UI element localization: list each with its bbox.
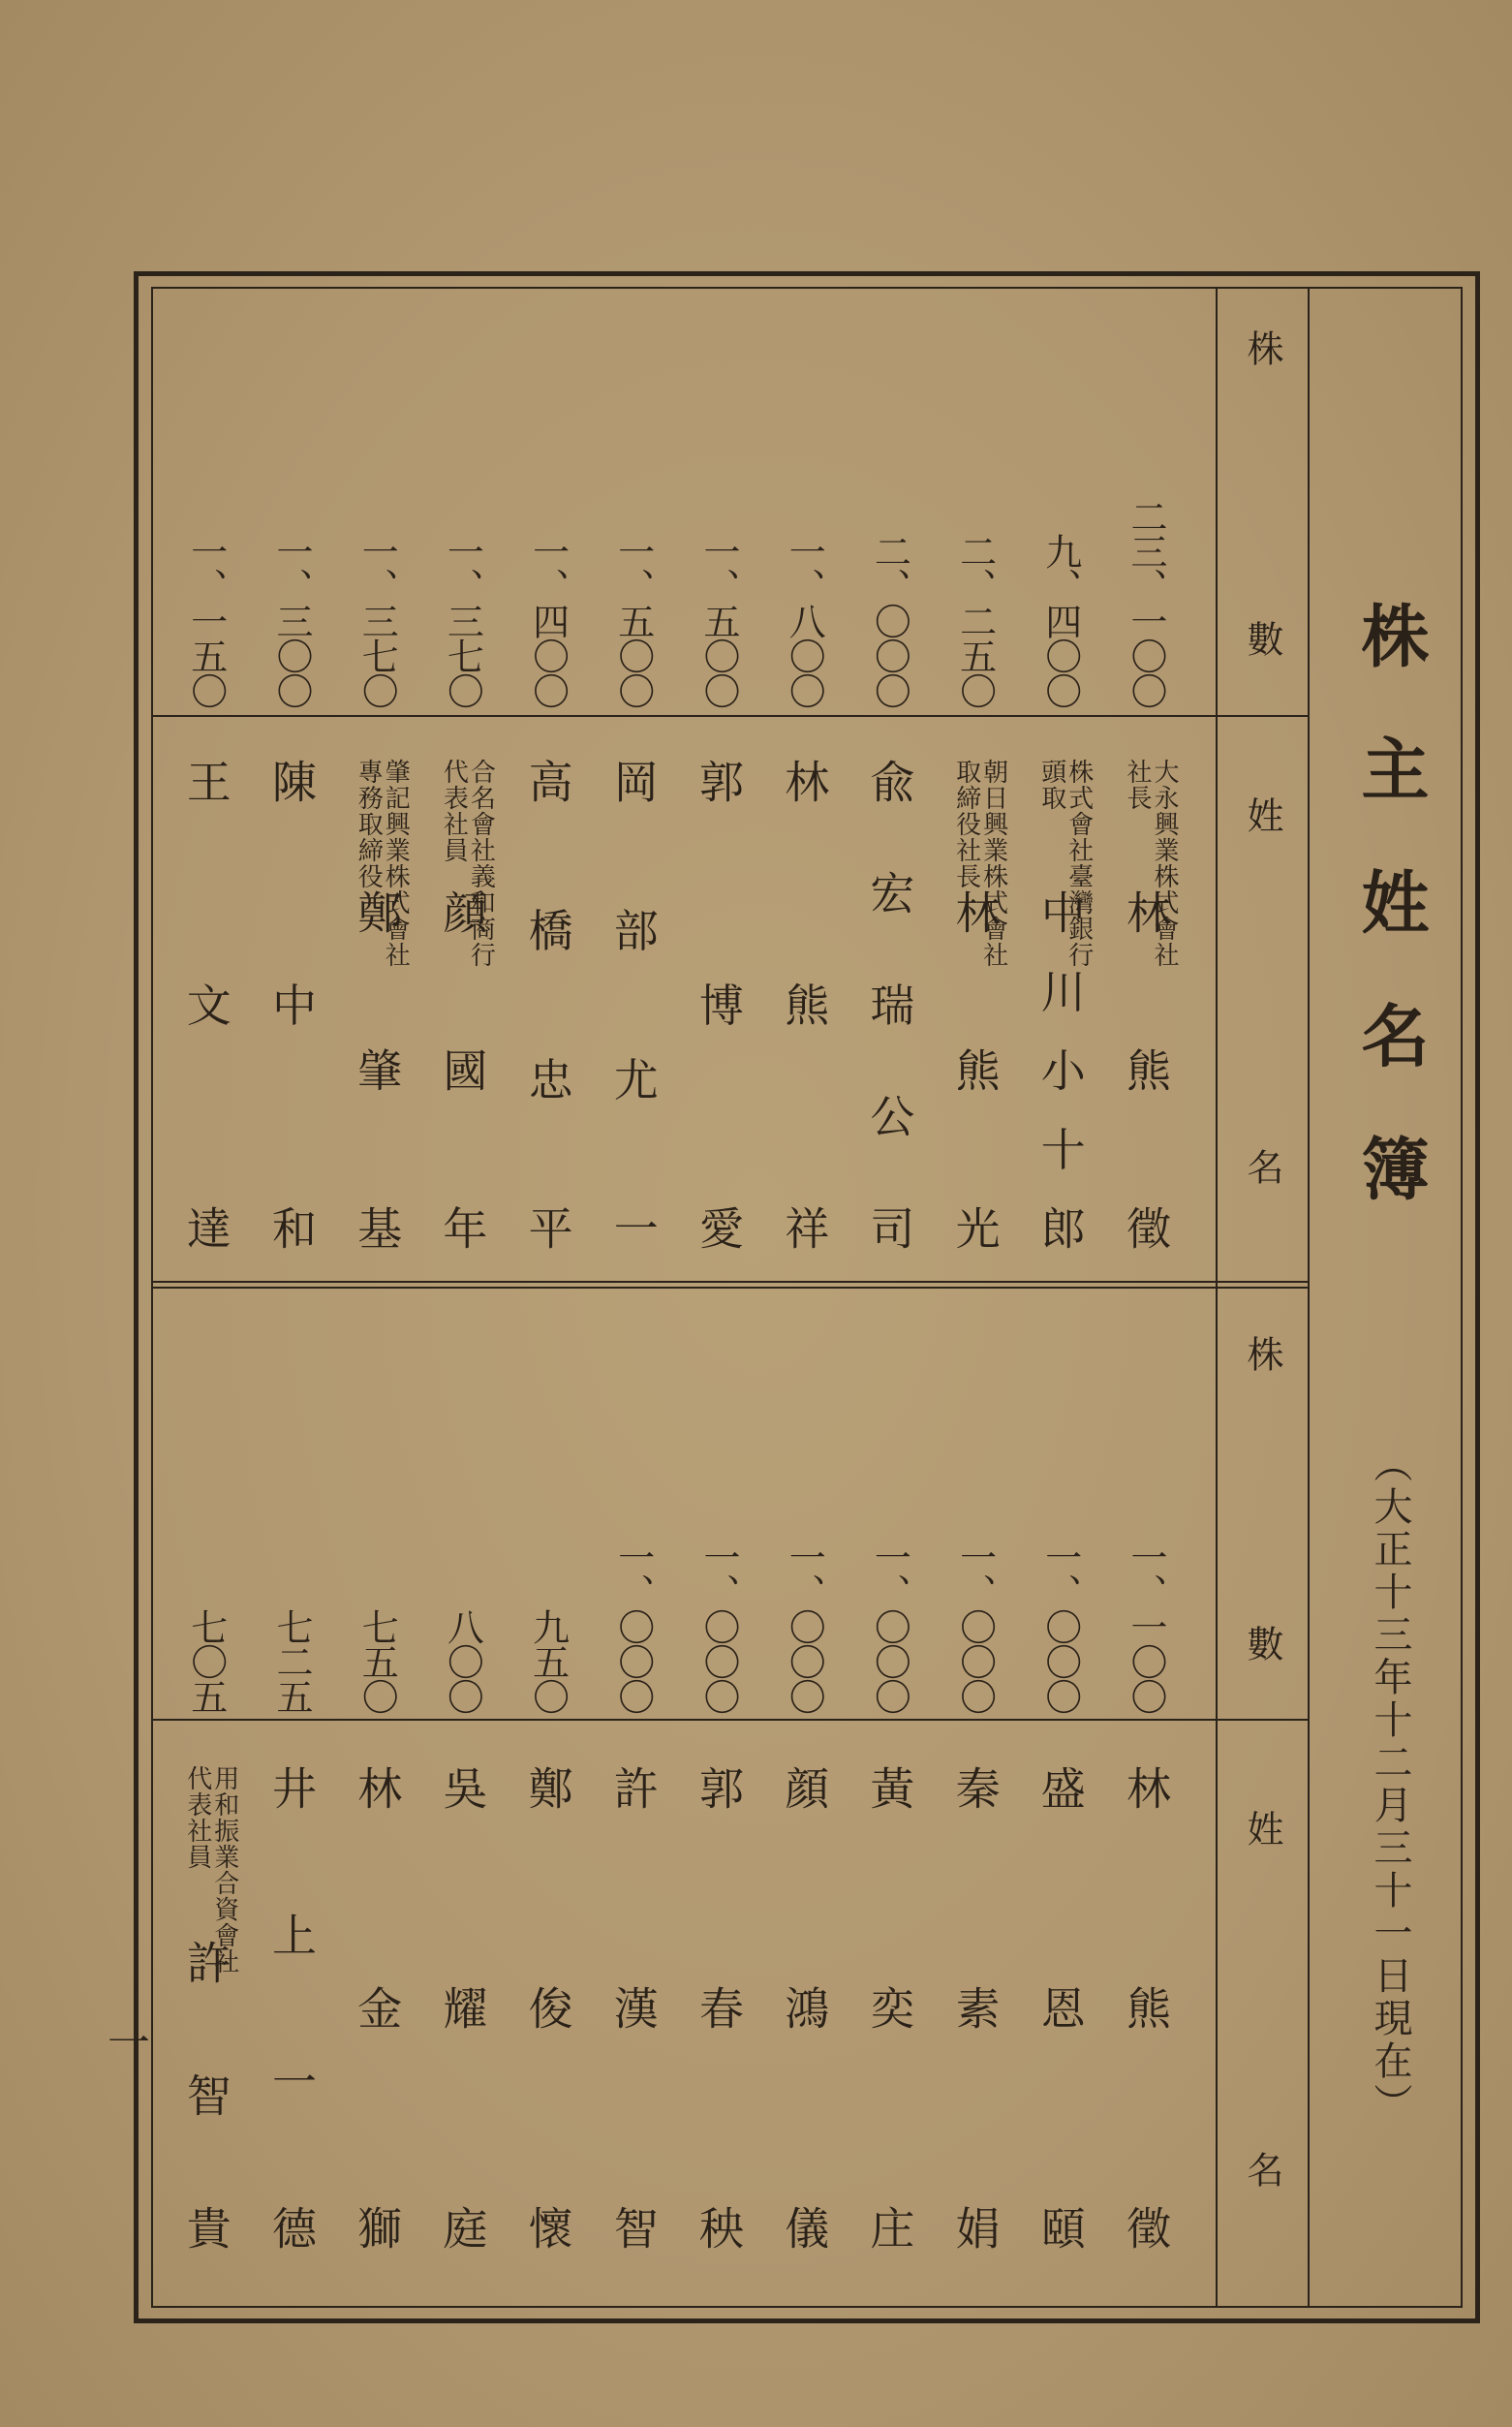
section-divider — [151, 1281, 1310, 1283]
header-lower-shares-2: 數 — [1241, 1625, 1283, 1662]
shareholder-name: 顔鴻儀 — [778, 1765, 831, 2250]
organization-name: 肇記興業株式會社 — [381, 759, 411, 968]
organization-name: 大永興業株式會社 — [1150, 759, 1179, 968]
title-divider — [1308, 287, 1310, 2308]
shareholder-name: 郭博愛 — [693, 759, 745, 1250]
organization-name: 朝日興業株式會社 — [978, 759, 1008, 968]
shareholder-name: 黃奕庄 — [863, 1765, 916, 2250]
share-count: 一、〇〇〇 — [868, 1539, 911, 1713]
shareholder-name: 秦素娟 — [948, 1765, 1002, 2250]
shareholder-name: 鄭肇基 — [351, 889, 404, 1250]
header-upper-name-2: 名 — [1241, 1148, 1283, 1185]
shareholder-name: 鄭俊懷 — [521, 1765, 574, 2250]
share-count: 一、五〇〇 — [611, 533, 655, 707]
share-count: 七〇五 — [184, 1608, 228, 1713]
share-count: 一、八〇〇 — [783, 533, 826, 707]
header-lower-name-2: 名 — [1241, 2151, 1283, 2188]
role-title: 取締役社長 — [951, 759, 981, 889]
share-count: 二、二五〇 — [953, 533, 997, 707]
header-lower-name-1: 姓 — [1241, 1810, 1283, 1847]
role-title: 代表社員 — [182, 1765, 212, 1870]
share-count: 一、三七〇 — [441, 533, 484, 707]
shareholder-name: 吳耀庭 — [436, 1765, 489, 2250]
section-divider-2 — [151, 1287, 1310, 1289]
shareholder-name: 中川小十郎 — [1034, 889, 1087, 1250]
share-count: 八〇〇 — [441, 1608, 484, 1713]
shareholder-name: 林熊徵 — [1120, 889, 1172, 1250]
share-count: 一、〇〇〇 — [783, 1539, 826, 1713]
share-count: 九五〇 — [526, 1608, 570, 1713]
shareholder-name: 兪宏瑞公司 — [863, 759, 916, 1250]
share-count: 一、一五〇 — [184, 533, 228, 707]
shareholder-name: 林金獅 — [351, 1765, 404, 2250]
share-count: 一、〇〇〇 — [953, 1539, 997, 1713]
shareholder-name: 盛恩頤 — [1034, 1765, 1087, 2250]
page-title: 株主姓名簿 — [1350, 601, 1431, 1201]
header-divider — [1216, 287, 1218, 2308]
share-count: 一、〇〇〇 — [611, 1539, 655, 1713]
share-count: 一、三〇〇 — [270, 533, 313, 707]
header-upper-shares-1: 株 — [1241, 329, 1283, 366]
shareholder-name: 高橋忠平 — [521, 759, 574, 1250]
shareholder-name: 岡部尤一 — [606, 759, 660, 1250]
shareholder-name: 林熊光 — [948, 889, 1002, 1250]
share-count: 一、三七〇 — [355, 533, 399, 707]
header-upper-shares-2: 數 — [1241, 620, 1283, 657]
role-title: 頭取 — [1036, 759, 1066, 811]
shareholder-name: 顔國年 — [436, 889, 489, 1250]
share-count: 一、一〇〇 — [1125, 1539, 1167, 1713]
shareholder-name: 井上一德 — [265, 1765, 318, 2250]
shareholder-name: 林熊祥 — [778, 759, 831, 1250]
share-count: 一、五〇〇 — [697, 533, 740, 707]
lower-shares-divider — [151, 1719, 1310, 1721]
upper-shares-divider — [151, 715, 1310, 717]
header-lower-shares-1: 株 — [1241, 1335, 1283, 1372]
header-upper-name-1: 姓 — [1241, 796, 1283, 833]
share-count: 九、四〇〇 — [1038, 533, 1082, 707]
shareholder-name: 王文達 — [179, 759, 232, 1250]
share-count: 一、〇〇〇 — [1038, 1539, 1082, 1713]
role-title: 專務取締役 — [354, 759, 384, 889]
shareholder-name: 郭春秧 — [693, 1765, 745, 2250]
share-count: 七二五 — [270, 1608, 313, 1713]
shareholder-name: 林熊徵 — [1120, 1765, 1172, 2250]
shareholder-name: 陳中和 — [265, 759, 318, 1250]
role-title: 社長 — [1123, 759, 1152, 811]
share-count: 二、〇〇〇 — [868, 533, 911, 707]
organization-name: 用和振業合資會社 — [209, 1765, 239, 1975]
page-number: 一 — [100, 2020, 149, 2063]
role-title: 代表社員 — [439, 759, 469, 863]
organization-name: 株式會社臺灣銀行 — [1064, 759, 1094, 968]
shareholder-name: 許智貴 — [179, 1940, 232, 2250]
share-count: 一、四〇〇 — [526, 533, 570, 707]
shareholder-name: 許漢智 — [606, 1765, 660, 2250]
share-count: 七五〇 — [355, 1608, 399, 1713]
share-count: 二三、一〇〇 — [1125, 498, 1167, 707]
organization-name: 合名會社義和商行 — [466, 759, 496, 968]
share-count: 一、〇〇〇 — [697, 1539, 740, 1713]
as-of-date: （大正十三年十二月三十一日現在） — [1368, 1444, 1412, 2122]
